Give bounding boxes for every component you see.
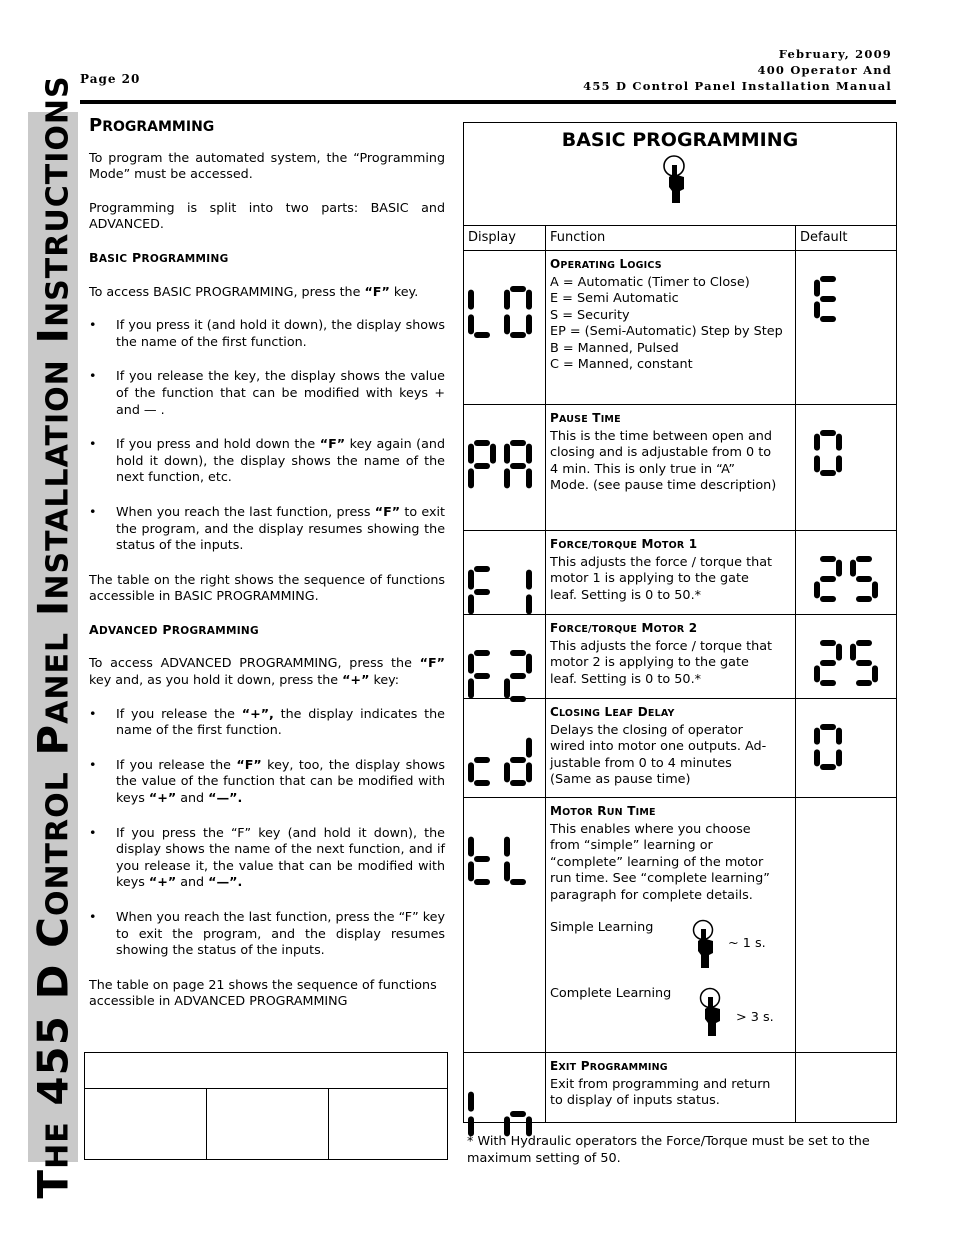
row-divider: [464, 404, 896, 405]
function-line: Exit from programming and return: [550, 1076, 771, 1092]
table-title: BASIC PROGRAMMING: [561, 129, 799, 151]
default-value-3: [814, 640, 878, 690]
function-line: wired into motor one outputs. Ad-: [550, 739, 767, 754]
function-line: A = Automatic (Timer to Close): [550, 274, 750, 290]
function-cell: [550, 410, 796, 495]
sidebar-title: THE 455 D CONTROL PANEL INSTALLATION INSTRUCTIONS: [28, 75, 78, 1199]
function-line: C = Manned, constant: [550, 357, 693, 372]
hand-press-f-key-icon: [660, 153, 700, 205]
advanced-table-note: The table on page 21 shows the sequence of functions accessible in ADVANCED PROGRAMMING: [89, 976, 437, 1009]
function-line: This adjusts the force / torque that: [550, 638, 773, 654]
basic-programming-table: [463, 122, 897, 1123]
seven-segment-default-25: [814, 640, 878, 686]
function-name: EXIT PROGRAMMING: [550, 1059, 668, 1073]
basic-list: [89, 317, 445, 554]
basic-table-note: The table on the right shows the sequence of functions accessible in BASIC PROGRAMMING.: [89, 571, 445, 604]
default-value-1: [814, 430, 842, 480]
function-name: FORCE/TORQUE MOTOR 1: [550, 537, 698, 551]
page-number: Page 20: [80, 72, 141, 86]
function-line: motor 1 is applying to the gate: [550, 571, 749, 586]
learning-options: [550, 920, 796, 1080]
hand-press-icon: [691, 918, 725, 970]
default-value-4: [814, 724, 842, 774]
seven-segment-display-F2: [468, 650, 532, 702]
function-name: CLOSING LEAF DELAY: [550, 705, 675, 719]
table-footnote: * With Hydraulic operators the Force/Torque must be set to the maximum setting of 50.: [467, 1134, 870, 1166]
empty-table-header: [85, 1053, 447, 1089]
table-header: [464, 123, 896, 226]
list-item: • When you reach the last function, press the “F” key to exit the program, and the display resumes showing the status of the inputs.: [89, 909, 445, 959]
left-column: [89, 115, 446, 1027]
empty-table-cell: [85, 1089, 207, 1159]
header-block: [472, 46, 892, 94]
display-code-0: [468, 286, 532, 342]
list-item: • If you press and hold down the “F” key again (and hold it down), the display shows the name of the next function, etc.: [89, 436, 445, 486]
complete-learning-label: Complete Learning: [550, 986, 672, 1001]
seven-segment-display-tL: [468, 833, 532, 885]
row-divider: [464, 250, 896, 251]
function-line: justable from 0 to 4 minutes: [550, 755, 732, 771]
function-line: to display of inputs status.: [550, 1093, 720, 1108]
header-line-2: 455 D Control Panel Installation Manual: [583, 79, 892, 93]
function-line: Mode. (see pause time description): [550, 478, 777, 493]
empty-table: [84, 1052, 448, 1160]
function-line: S = Security: [550, 307, 630, 323]
seven-segment-display-LO: [468, 286, 532, 338]
function-name: PAUSE TIME: [550, 411, 621, 425]
advanced-intro: To access ADVANCED PROGRAMMING, press the “F” key and, as you hold it down, press the “+” key:: [89, 655, 445, 688]
display-code-1: [468, 440, 532, 496]
seven-segment-default-0: [814, 430, 842, 476]
section-heading: PROGRAMMING: [89, 115, 215, 136]
list-item: • If you release the “+”, the display indicates the name of the first function.: [89, 706, 445, 739]
function-cell: [550, 704, 796, 789]
function-line: This adjusts the force / torque that: [550, 554, 773, 570]
seven-segment-display-cd: [468, 734, 532, 786]
seven-segment-default-E: [814, 276, 842, 322]
column-divider: [545, 226, 546, 1122]
complete-learning-time: > 3 s.: [736, 1010, 774, 1025]
advanced-list: [89, 706, 445, 959]
default-value-2: [814, 556, 878, 606]
function-cell: [550, 536, 796, 604]
function-cell: [550, 803, 796, 1080]
list-item: • If you release the “F” key, too, the display shows the value of the function that can be modified with keys “+” and “—”.: [89, 757, 445, 807]
column-default-header: Default: [800, 230, 848, 245]
function-line: B = Manned, Pulsed: [550, 340, 679, 356]
row-divider: [464, 1052, 896, 1053]
function-line: closing and is adjustable from 0 to: [550, 445, 772, 460]
intro-paragraph-2: Programming is split into two parts: BASIC and ADVANCED.: [89, 199, 445, 232]
function-line: leaf. Setting is 0 to 50.*: [550, 671, 702, 687]
row-divider: [464, 530, 896, 531]
display-code-4: [468, 734, 532, 790]
simple-learning-time: ~ 1 s.: [728, 936, 766, 951]
sidebar: [28, 75, 78, 1199]
function-line: “complete” learning of the motor: [550, 854, 764, 870]
column-display-header: Display: [468, 230, 516, 245]
function-line: from “simple” learning or: [550, 838, 713, 853]
complete-learning-hand-icon-wrap: [698, 986, 732, 1044]
empty-table-cell: [206, 1089, 329, 1159]
simple-learning-hand-icon-wrap: [691, 918, 725, 976]
list-item: • If you press it (and hold it down), the display shows the name of the first function.: [89, 317, 445, 350]
function-name: OPERATING LOGICS: [550, 257, 662, 271]
seven-segment-default-25: [814, 556, 878, 602]
list-item: • When you reach the last function, press “F” to exit the program, and the display resumes showing the status of the inputs.: [89, 504, 445, 554]
basic-intro: To access BASIC PROGRAMMING, press the “F” key.: [89, 283, 419, 299]
function-line: motor 2 is applying to the gate: [550, 655, 749, 670]
list-item: • If you press the “F” key (and hold it down), the display shows the name of the next function, and if you release it, the value that can be modified with keys “+” and “—”.: [89, 825, 445, 891]
display-code-5: [468, 833, 532, 889]
function-line: EP = (Semi-Automatic) Step by Step: [550, 324, 783, 339]
function-name: MOTOR RUN TIME: [550, 804, 656, 818]
function-cell: [550, 256, 796, 374]
header-rule: [80, 100, 896, 104]
column-function-header: Function: [550, 230, 606, 245]
function-line: This enables where you choose: [550, 821, 751, 837]
list-item: • If you release the key, the display shows the value of the function that can be modified with keys + and — .: [89, 368, 445, 418]
function-name: FORCE/TORQUE MOTOR 2: [550, 621, 698, 635]
function-line: Delays the closing of operator: [550, 722, 743, 738]
function-cell: [550, 1058, 796, 1110]
function-line: paragraph for complete details.: [550, 887, 753, 903]
basic-heading: BASIC PROGRAMMING: [89, 249, 229, 265]
default-value-0: [814, 276, 842, 326]
seven-segment-display-PA: [468, 440, 532, 492]
function-line: (Same as pause time): [550, 772, 691, 787]
function-line: leaf. Setting is 0 to 50.*: [550, 587, 702, 603]
header-line-1: 400 Operator And: [757, 63, 892, 77]
function-line: 4 min. This is only true in “A”: [550, 461, 735, 477]
hand-hold-icon: [698, 986, 732, 1038]
simple-learning-label: Simple Learning: [550, 920, 654, 935]
row-divider: [464, 797, 896, 798]
advanced-heading: ADVANCED PROGRAMMING: [89, 621, 259, 637]
function-line: This is the time between open and: [550, 428, 773, 444]
function-line: E = Semi Automatic: [550, 291, 679, 306]
row-divider: [464, 698, 896, 699]
function-cell: [550, 620, 796, 688]
intro-paragraph-1: To program the automated system, the “Programming Mode” must be accessed.: [89, 149, 445, 182]
seven-segment-display-F1: [468, 566, 532, 618]
seven-segment-default-0: [814, 724, 842, 770]
function-line: run time. See “complete learning”: [550, 871, 770, 886]
row-divider: [464, 614, 896, 615]
header-date: February, 2009: [778, 47, 892, 61]
